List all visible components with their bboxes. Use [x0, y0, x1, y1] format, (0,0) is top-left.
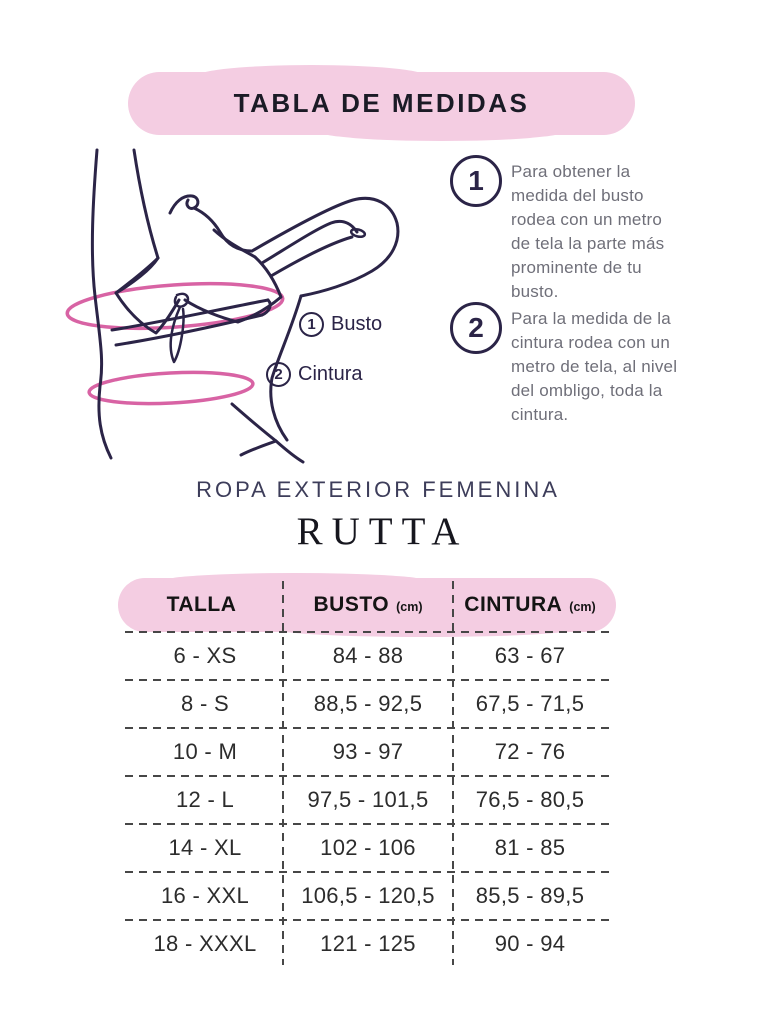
cell-cintura: 72 - 76 [494, 739, 566, 764]
figure-measure-label [299, 312, 382, 337]
header-unit: (cm) [569, 600, 596, 614]
cell-busto: 106,5 - 120,5 [301, 883, 435, 908]
cell-cintura: 85,5 - 89,5 [475, 883, 585, 908]
cell-busto: 84 - 88 [332, 643, 404, 668]
category-title: ROPA EXTERIOR FEMENINA [196, 477, 560, 502]
table-row [127, 728, 607, 776]
cell-talla: 18 - XXXL [153, 931, 257, 956]
measure-number-badge: 1 [299, 312, 324, 337]
body-illustration [50, 140, 450, 470]
table-row [127, 824, 607, 872]
header-label: BUSTO [313, 593, 390, 616]
cell-cintura: 76,5 - 80,5 [475, 787, 585, 812]
cell-busto: 93 - 97 [332, 739, 404, 764]
measure-label-text: Cintura [298, 363, 363, 385]
cell-talla: 14 - XL [168, 835, 242, 860]
column-divider-2 [452, 581, 454, 965]
column-divider-1 [282, 581, 284, 965]
table-body [127, 632, 607, 968]
table-header-cell [127, 578, 283, 632]
cell-cintura: 67,5 - 71,5 [475, 691, 585, 716]
title-banner [128, 72, 635, 135]
instruction-item [450, 302, 683, 444]
size-table [127, 578, 607, 968]
cell-talla: 10 - M [172, 739, 238, 764]
table-header-row [127, 578, 607, 632]
cell-cintura: 90 - 94 [494, 931, 566, 956]
instruction-text: Para la medida de la cintura rodea con un metro de tela, al nivel del ombligo, toda la cintura. [511, 309, 678, 424]
body-line-art [92, 150, 398, 462]
table-header-cell [453, 578, 607, 632]
cell-talla: 6 - XS [173, 643, 237, 668]
cell-busto: 121 - 125 [320, 931, 416, 956]
table-row [127, 632, 607, 680]
instruction-item [450, 155, 683, 321]
measure-label-text: Busto [331, 313, 383, 335]
cell-talla: 16 - XXL [160, 883, 249, 908]
instruction-number-badge: 2 [450, 302, 502, 354]
cell-talla: 8 - S [181, 691, 229, 716]
cell-cintura: 63 - 67 [494, 643, 566, 668]
measure-number-badge: 2 [266, 362, 291, 387]
table-header-cell [283, 578, 453, 632]
header-label: TALLA [166, 593, 237, 616]
table-row [127, 776, 607, 824]
instruction-text: Para obtener la medida del busto rodea con un metro de tela la parte más prominente de tu busto. [511, 162, 665, 301]
cell-talla: 12 - L [175, 787, 235, 812]
figure-measure-label [266, 362, 362, 387]
cell-busto: 102 - 106 [320, 835, 416, 860]
table-row [127, 872, 607, 920]
brand-logo: RUTTA [296, 510, 469, 553]
header-label: CINTURA [464, 593, 563, 616]
cell-busto: 97,5 - 101,5 [307, 787, 429, 812]
instruction-number-badge: 1 [450, 155, 502, 207]
table-row [127, 680, 607, 728]
cell-busto: 88,5 - 92,5 [313, 691, 423, 716]
waist-measure-ellipse [88, 369, 253, 408]
table-row [127, 920, 607, 968]
page-title: TABLA DE MEDIDAS [233, 88, 530, 118]
cell-cintura: 81 - 85 [494, 835, 566, 860]
header-unit: (cm) [396, 600, 423, 614]
